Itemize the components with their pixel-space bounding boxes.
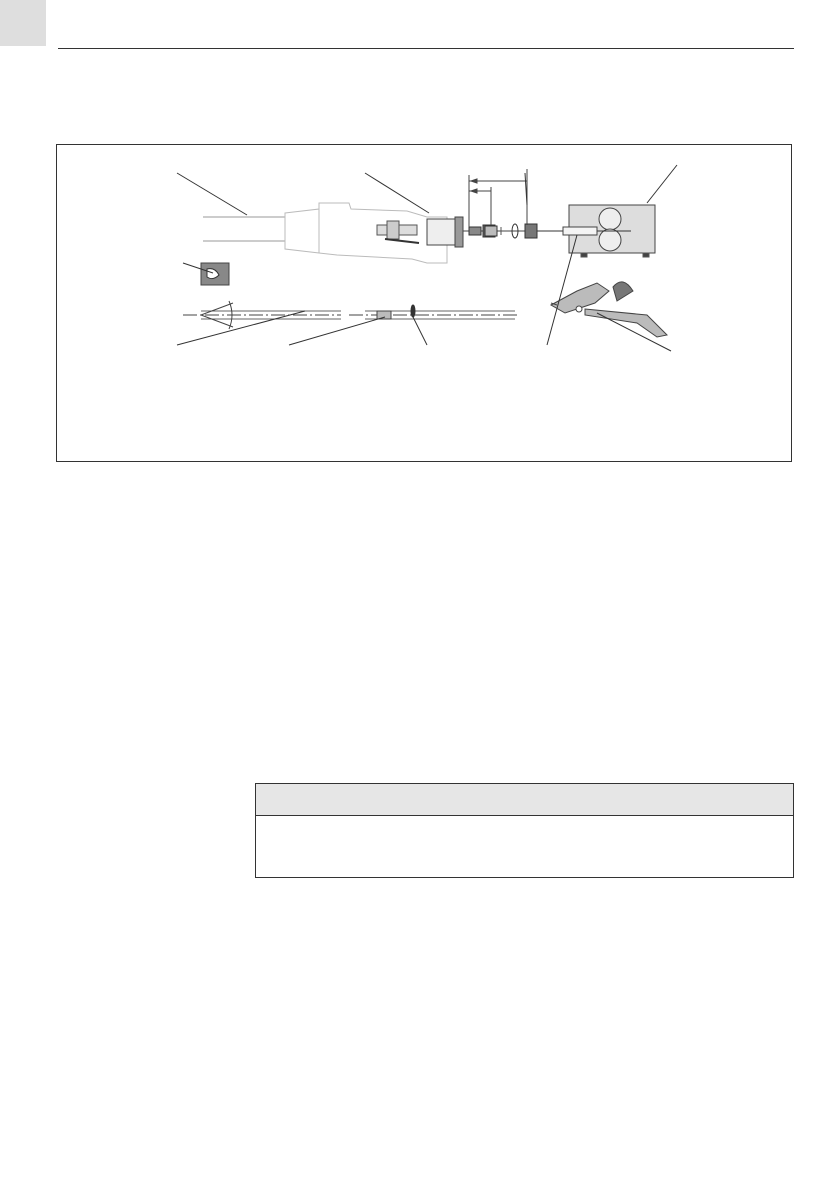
note-header <box>256 784 793 816</box>
torch-hose <box>203 217 285 241</box>
liner-cross-section-icon <box>201 263 229 285</box>
chapter-tab <box>0 0 46 46</box>
liner-guide-icon <box>349 305 517 319</box>
note-body <box>256 816 793 832</box>
liner-installation-figure <box>56 144 792 462</box>
callout-leaders <box>177 165 677 351</box>
wire-feed-unit-icon <box>563 205 655 257</box>
torch-connector-icon <box>377 217 463 247</box>
liner-installation-illustration <box>57 145 793 463</box>
side-cutter-icon <box>551 282 667 337</box>
note-box <box>255 783 794 878</box>
header-rule <box>58 48 794 49</box>
liner-end-parts-icon <box>463 224 567 238</box>
dimension-lines <box>469 169 527 227</box>
welding-torch-icon <box>285 203 447 263</box>
liner-cut-icon <box>183 301 341 329</box>
